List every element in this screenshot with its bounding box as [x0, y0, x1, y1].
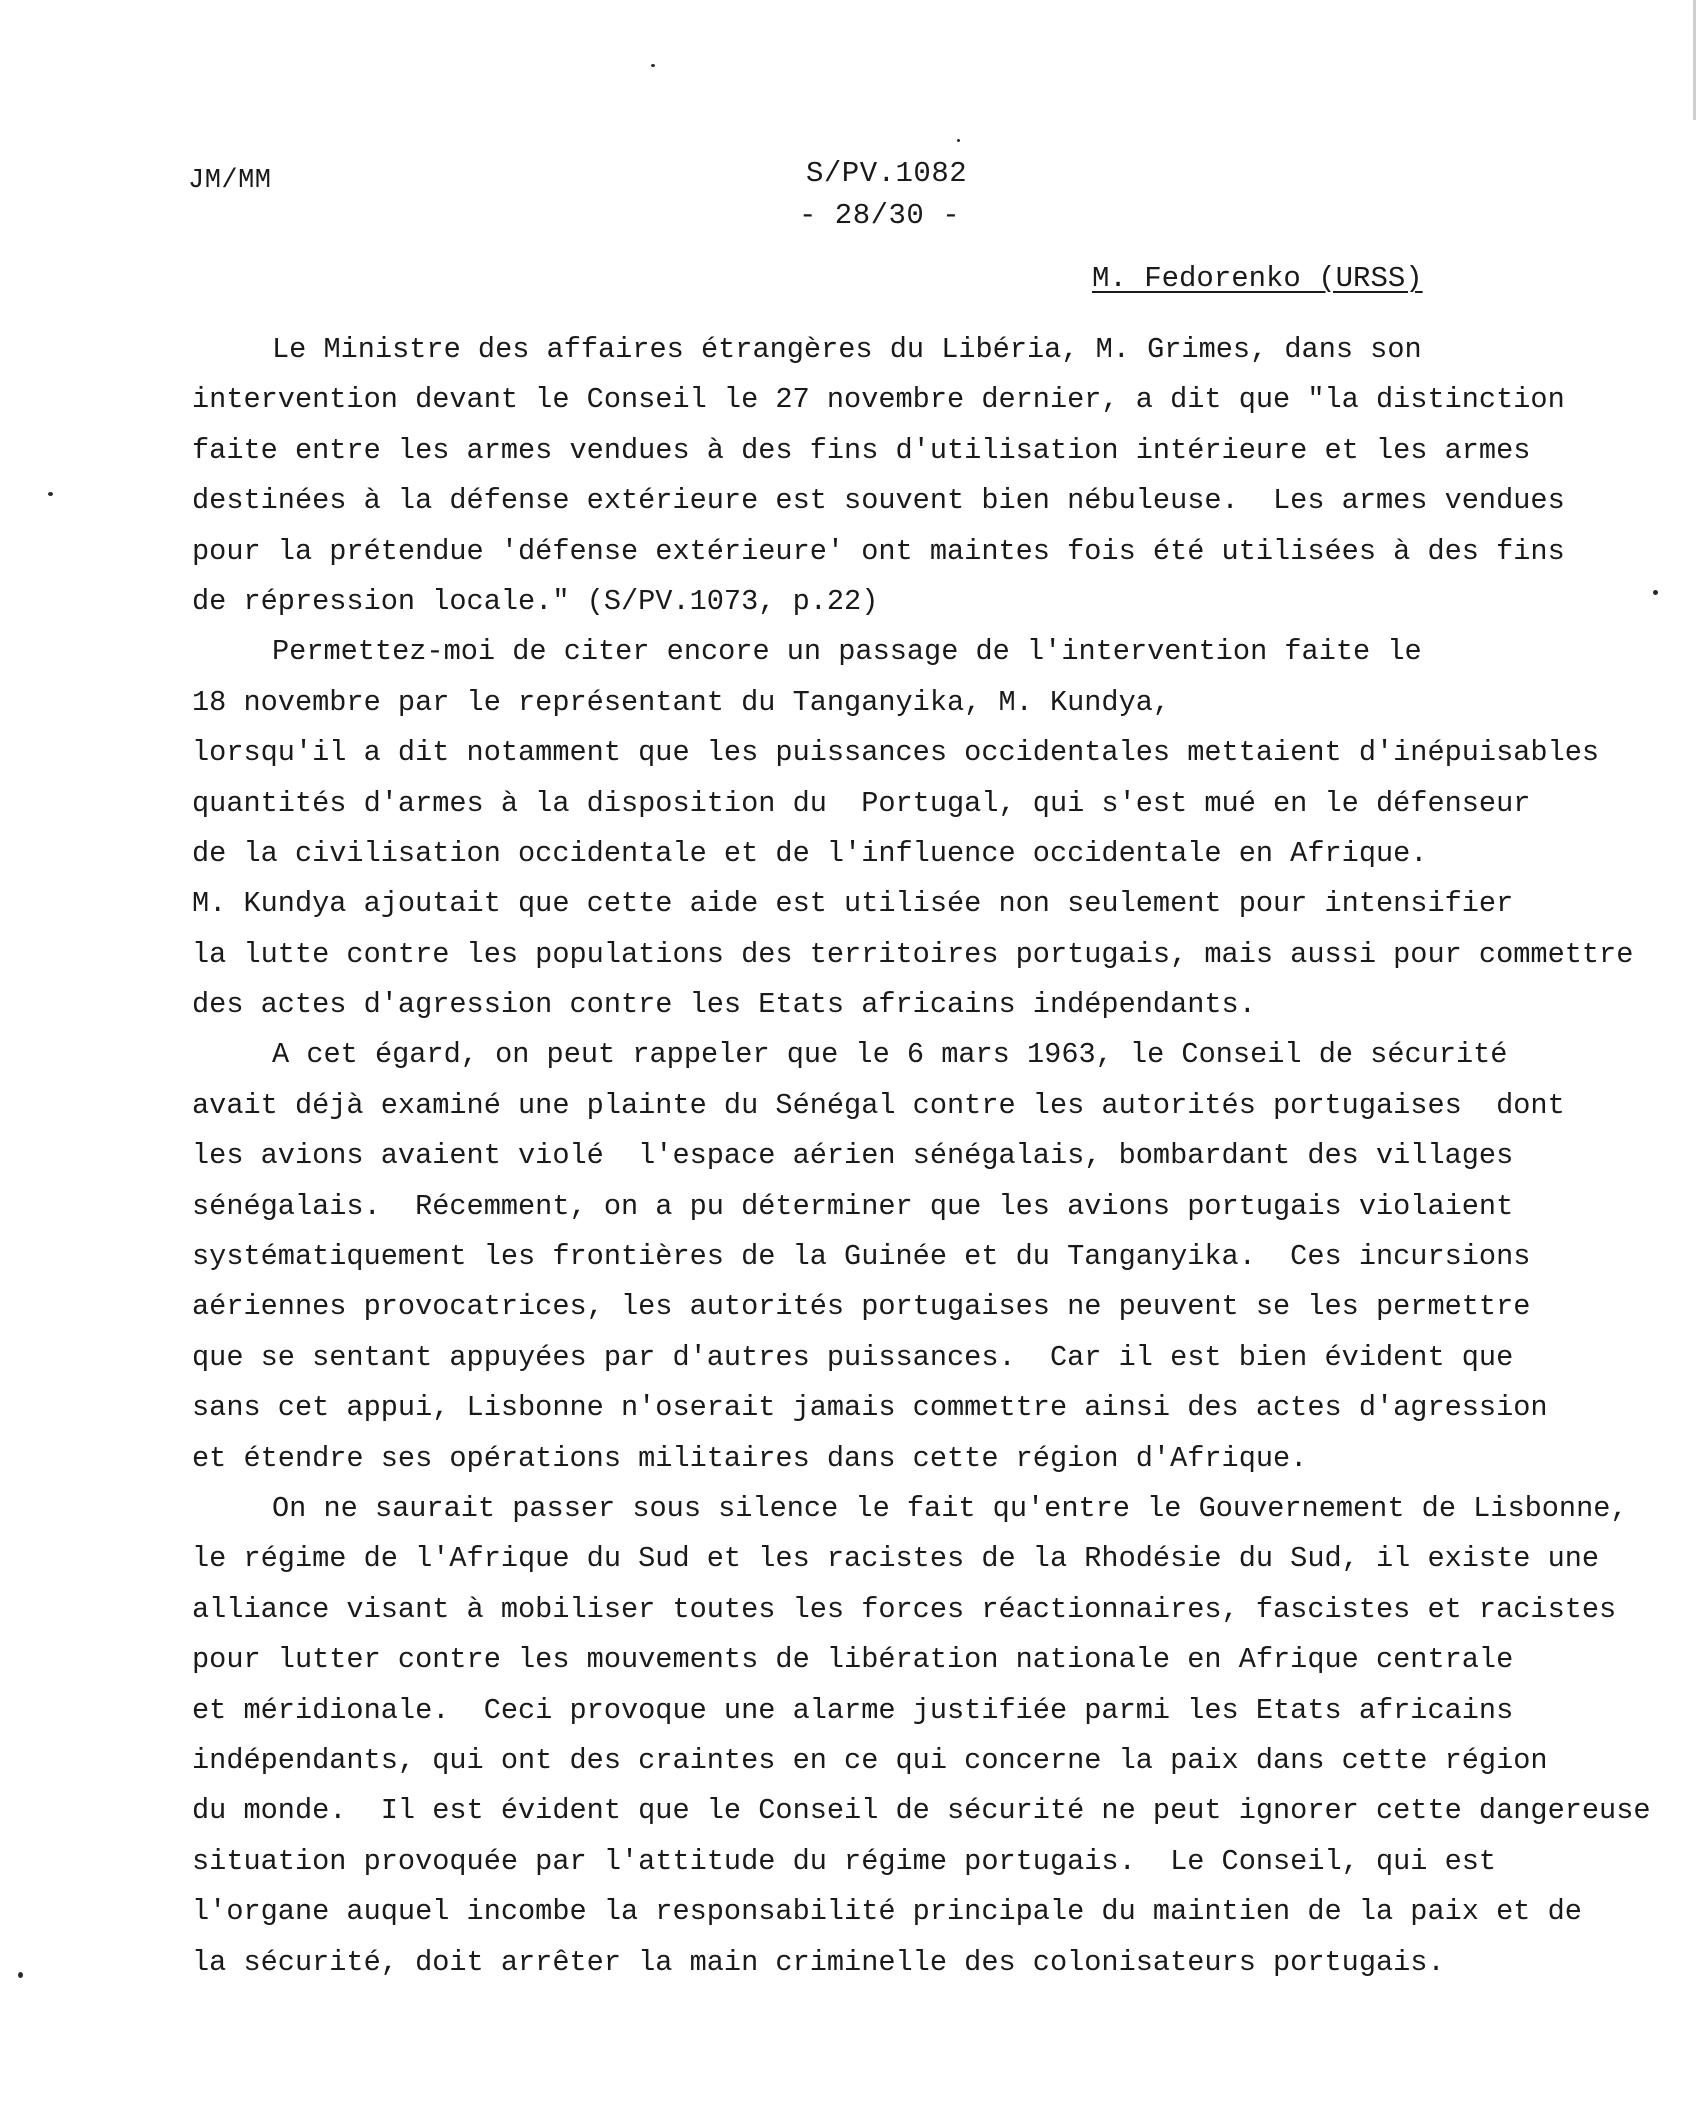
scan-speck [48, 492, 53, 496]
text-line: du monde. Il est évident que le Conseil de sécurité ne peut ignorer cette dangereuse [192, 1794, 1651, 1828]
speech-body [192, 325, 1651, 1988]
text-line: pour lutter contre les mouvements de libération nationale en Afrique centrale [192, 1643, 1514, 1677]
text-line: destinées à la défense extérieure est souvent bien nébuleuse. Les armes vendues [192, 484, 1565, 518]
page-range: - 28/30 - [799, 199, 961, 232]
scan-speck [651, 64, 655, 67]
text-line: aériennes provocatrices, les autorités portugaises ne peuvent se les permettre [192, 1290, 1531, 1324]
text-line: sénégalais. Récemment, on a pu déterminer que les avions portugais violaient [192, 1189, 1514, 1223]
scan-speck [18, 1972, 23, 1978]
text-line: et méridionale. Ceci provoque une alarme justifiée parmi les Etats africains [192, 1693, 1514, 1727]
text-line: faite entre les armes vendues à des fins d'utilisation intérieure et les armes [192, 433, 1531, 467]
text-line: M. Kundya ajoutait que cette aide est utilisée non seulement pour intensifier [192, 887, 1514, 921]
scan-speck [957, 139, 960, 142]
text-line: Le Ministre des affaires étrangères du Libéria, M. Grimes, dans son [272, 333, 1422, 366]
text-line: les avions avaient violé l'espace aérien sénégalais, bombardant des villages [192, 1139, 1514, 1173]
text-line: l'organe auquel incombe la responsabilité principale du maintien de la paix et de [192, 1895, 1582, 1929]
text-line: On ne saurait passer sous silence le fait qu'entre le Gouvernement de Lisbonne, [272, 1491, 1628, 1525]
text-line: le régime de l'Afrique du Sud et les racistes de la Rhodésie du Sud, il existe une [192, 1542, 1600, 1576]
text-line: A cet égard, on peut rappeler que le 6 mars 1963, le Conseil de sécurité [272, 1038, 1508, 1072]
text-line: lorsqu'il a dit notamment que les puissances occidentales mettaient d'inépuisables [192, 736, 1600, 770]
text-line: indépendants, qui ont des craintes en ce qui concerne la paix dans cette région [192, 1743, 1548, 1777]
text-line: pour la prétendue 'défense extérieure' ont maintes fois été utilisées à des fins [192, 534, 1565, 568]
scan-speck [1653, 590, 1658, 595]
speaker-name: M. Fedorenko (URSS) [1092, 262, 1423, 295]
text-line: la lutte contre les populations des territoires portugais, mais aussi pour commettre [192, 937, 1634, 971]
text-line: 18 novembre par le représentant du Tanganyika, M. Kundya, [192, 685, 1171, 719]
text-line: avait déjà examiné une plainte du Sénégal contre les autorités portugaises dont [192, 1088, 1565, 1122]
text-line: sans cet appui, Lisbonne n'oserait jamais commettre ainsi des actes d'agression [192, 1391, 1548, 1425]
typist-initials: JM/MM [188, 166, 272, 196]
text-line: Permettez-moi de citer encore un passage de l'intervention faite le [272, 635, 1422, 669]
text-line: intervention devant le Conseil le 27 novembre dernier, a dit que "la distinction [192, 383, 1565, 417]
text-line: que se sentant appuyées par d'autres puissances. Car il est bien évident que [192, 1340, 1514, 1374]
text-line: situation provoquée par l'attitude du régime portugais. Le Conseil, qui est [192, 1844, 1497, 1878]
text-line: et étendre ses opérations militaires dans cette région d'Afrique. [192, 1441, 1308, 1475]
text-line: la sécurité, doit arrêter la main criminelle des colonisateurs portugais. [192, 1945, 1445, 1979]
text-line: de répression locale." (S/PV.1073, p.22) [192, 584, 879, 618]
text-line: des actes d'agression contre les Etats africains indépendants. [192, 988, 1256, 1022]
text-line: de la civilisation occidentale et de l'influence occidentale en Afrique. [192, 836, 1428, 870]
text-line: alliance visant à mobiliser toutes les forces réactionnaires, fascistes et racistes [192, 1592, 1617, 1626]
text-line: quantités d'armes à la disposition du Portugal, qui s'est mué en le défenseur [192, 786, 1531, 820]
document-symbol: S/PV.1082 [806, 157, 968, 190]
text-line: systématiquement les frontières de la Guinée et du Tanganyika. Ces incursions [192, 1240, 1531, 1274]
